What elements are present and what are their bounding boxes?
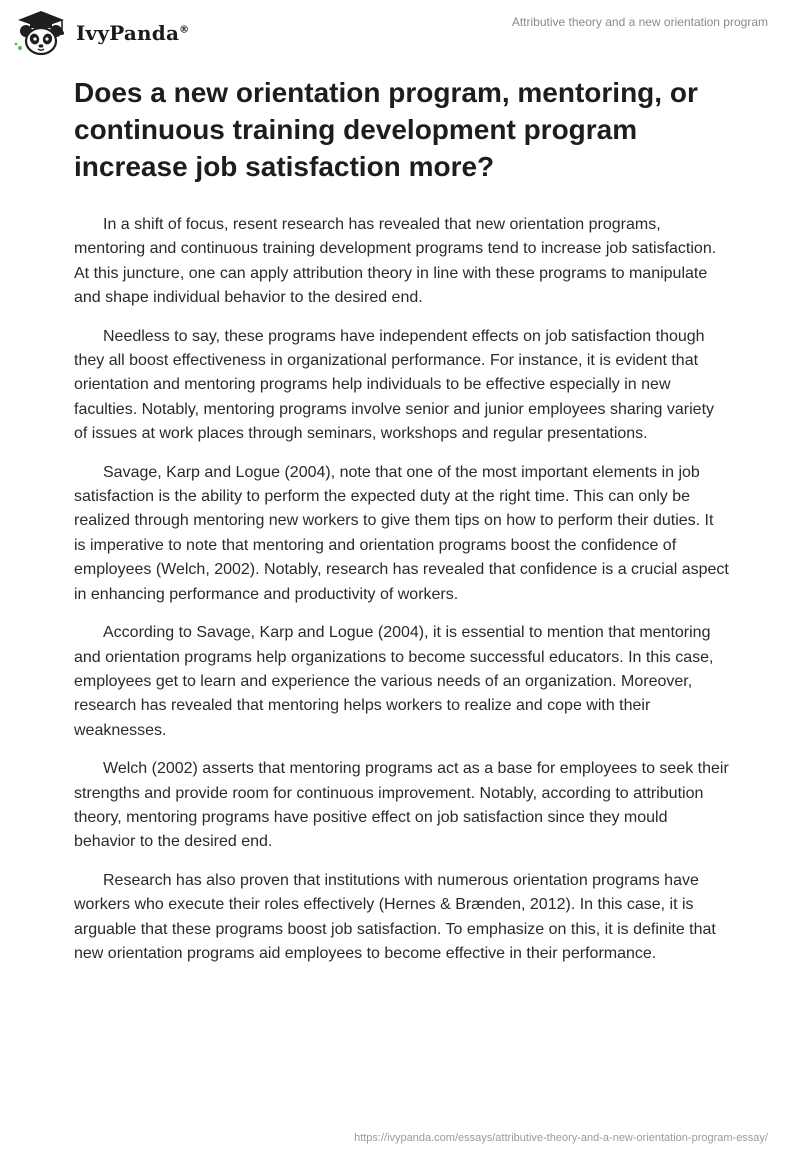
article [74,74,729,980]
paragraph: Needless to say, these programs have independent effects on job satisfaction though they all boost effectiveness in organizational performance. For instance, it is evident that orientation and mentoring programs help individuals to be effective especially in new faculties. Notably, mentoring programs involve senior and junior employees sharing variety of issues at work places through seminars, workshops and regular presentations. [74,327,715,443]
panda-graduate-icon [12,8,70,58]
paragraph: Research has also proven that institutions with numerous orientation programs have workers who execute their roles effectively (Hernes & Brænden, 2012). In this case, it is arguable that these programs boost job satisfaction. To emphasize on this, it is definite that new orientation programs aid employees to become effective in their performance. [74,871,716,962]
brand-logo[interactable] [12,8,189,58]
paragraph: In a shift of focus, resent research has revealed that new orientation programs, mentoring and continuous training development programs tend to increase job satisfaction. At this juncture, one can apply attribution theory in line with these programs to manipulate and shape individual behavior to the desired end. [74,216,717,307]
registered-mark: ® [179,24,190,36]
running-title: Attributive theory and a new orientation program [511,15,768,29]
article-body [74,213,729,966]
article-title: Does a new orientation program, mentoring, or continuous training development program increase job satisfaction more? [74,77,698,182]
paragraph: Savage, Karp and Logue (2004), note that one of the most important elements in job satisfaction is the ability to perform the expected duty at the right time. This can only be realized through mentoring new workers to give them tips on how to perform their duties. It is imperative to note that mentoring and orientation programs boost the confidence of employees (Welch, 2002). Notably, research has revealed that confidence is a crucial aspect in enhancing performance and productivity of workers. [74,463,729,603]
brand-name: IvyPanda® [76,21,190,45]
paragraph: According to Savage, Karp and Logue (2004), it is essential to mention that mentoring and orientation programs help organizations to become successful educators. In this case, employees get to learn and experience the various needs of an organization. Moreover, research has revealed that mentoring helps workers to realize and cope with their weaknesses. [74,624,714,739]
source-url[interactable]: https://ivypanda.com/essays/attributive-theory-and-a-new-orientation-program-essay/ [354,1132,768,1144]
paragraph: Welch (2002) asserts that mentoring programs act as a base for employees to seek their strengths and provide room for continuous improvement. Notably, according to attribution theory, mentoring programs have positive effect on job satisfaction since they mould behavior to the desired end. [74,760,729,851]
page-header [0,0,800,62]
